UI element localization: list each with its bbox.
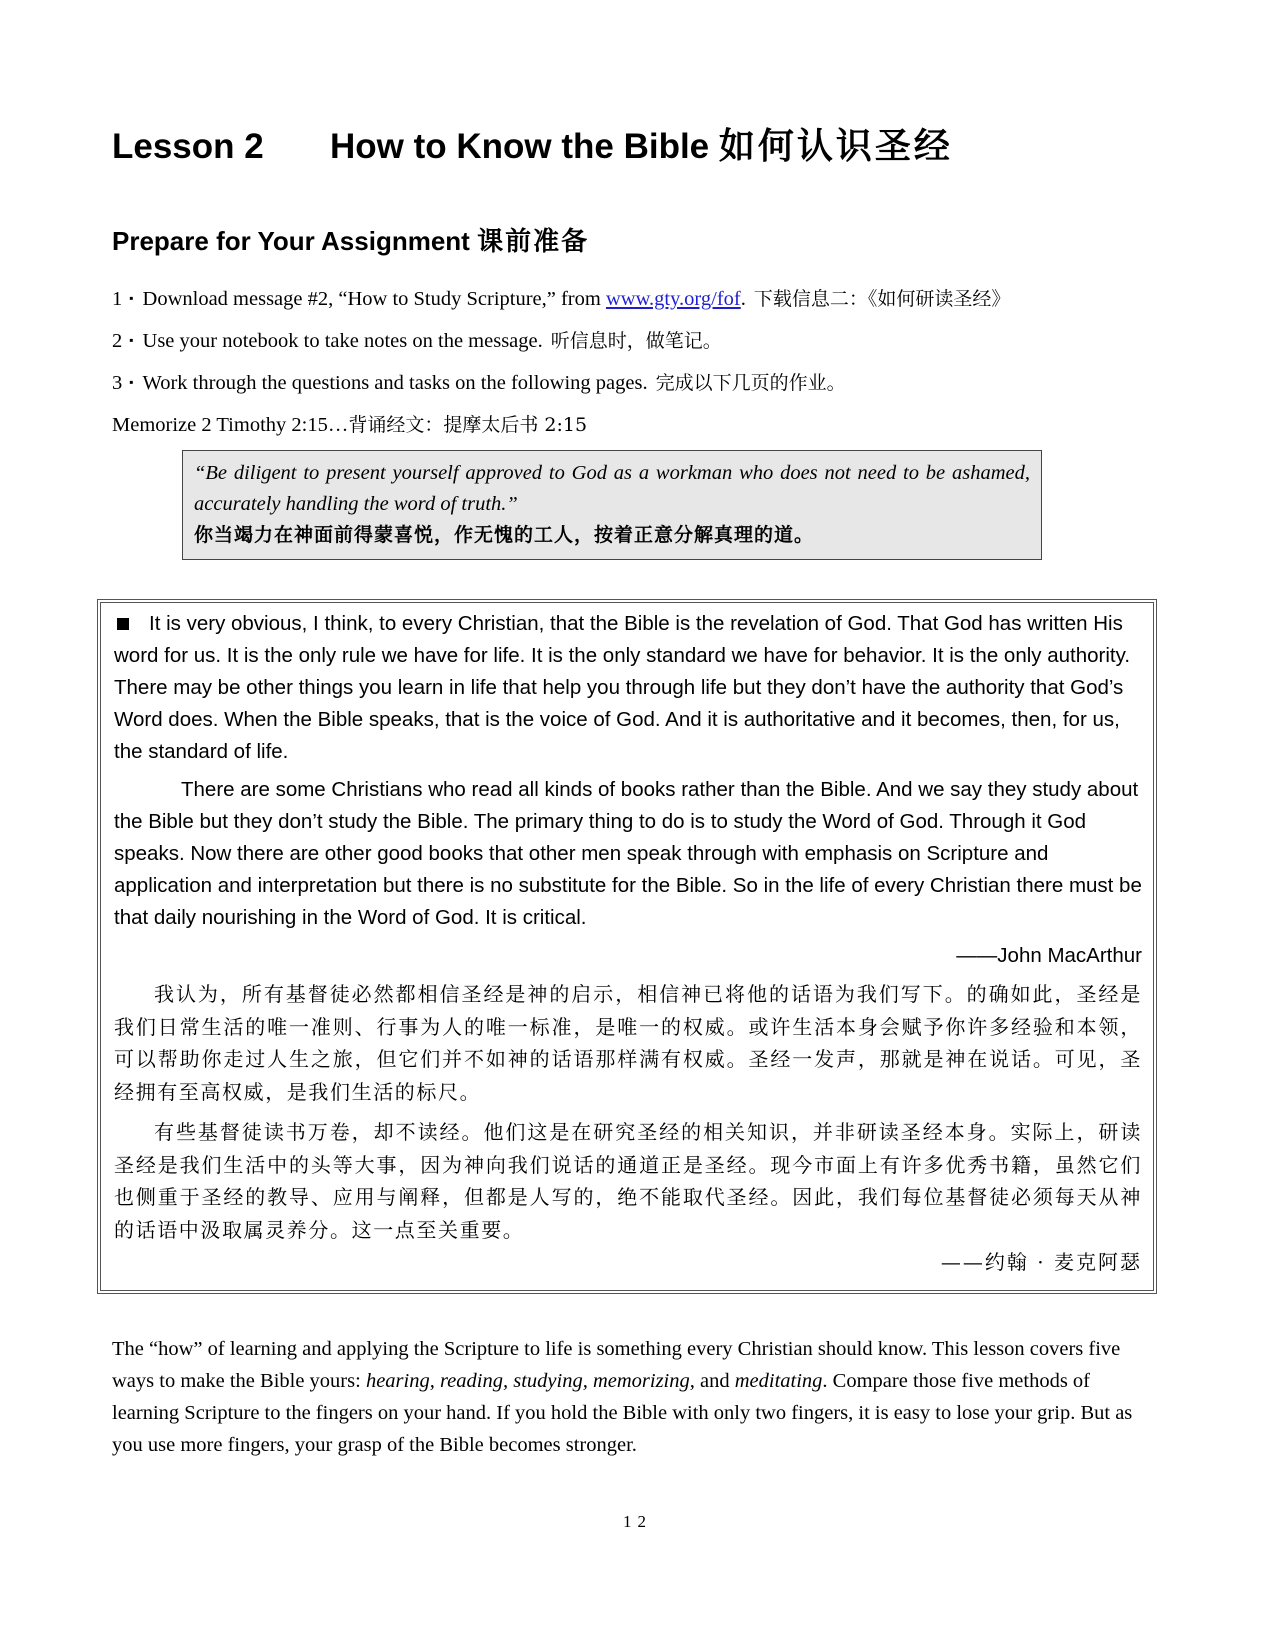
step-text: Use your notebook to take notes on the message. (142, 330, 543, 352)
assignment-step-1 (112, 289, 1010, 310)
lesson-title-cn: 如何认识圣经 (718, 125, 953, 167)
step-number: 3 (112, 372, 123, 394)
intro-text-part-2: . Compare those five methods of learning Scripture to the fingers on your hand. If you hold the Bible with only two fingers, it is easy to lose your grip. But as you use more fingers, your grasp of the Bible becomes stronger. (112, 1370, 1133, 1456)
lesson-number: Lesson 2 (112, 127, 264, 166)
memory-verse-cn: 你当竭力在神面前得蒙喜悦，作无愧的工人，按着正意分解真理的道。 (194, 524, 815, 546)
memorize-text-en: Memorize 2 Timothy 2:15… (112, 414, 349, 436)
lesson-title-en: How to Know the Bible (330, 127, 710, 166)
gty-fof-link[interactable]: www.gty.org/fof (605, 288, 741, 310)
lesson-title (112, 125, 953, 167)
quote-cn-paragraph-2: 有些基督徒读书万卷，却不读经。他们这是在研究圣经的相关知识，并非研读圣经本身。实际上，研读圣经是我们生活中的头等大事，因为神向我们说话的通道正是圣经。现今市面上有许多优秀书籍，虽然它们也侧重于圣经的教导、应用与阐释，但都是人写的，绝不能取代圣经。因此，我们每位基督徒必须每天从神的话语中汲取属灵养分。这一点至关重要。 (114, 1120, 1142, 1242)
lesson-intro-paragraph (112, 1333, 1142, 1461)
quote-en-paragraph-2: There are some Christians who read all kinds of books rather than the Bible. And we say they study about the Bible but they don’t study the Bible. The primary thing to do is to study the Word of God. Through it God speaks. Now there are other good books that other men speak through with emphasis on Scripture and application and interpretation but there is no substitute for the Bible. So in the life of every Christian there must be that daily nourishing in the Word of God. It is critical. (114, 778, 1142, 929)
square-bullet-icon (117, 618, 129, 630)
step-text-cn: 听信息时，做笔记。 (550, 330, 722, 352)
page-number: 12 (623, 1512, 652, 1531)
quote-en-p1-text: It is very obvious, I think, to every Christian, that the Bible is the revelation of God. That God has written His word for us. It is the only rule we have for life. It is the only standard we have for behavior. It is the only authority. There may be other things you learn in life that help you through life but they don’t have the authority that God’s Word does. When the Bible speaks, that is the voice of God. And it is authoritative and it becomes, then, for us, the standard of life. (114, 612, 1131, 763)
memorize-line (112, 415, 587, 436)
bullet-icon: ▪ (129, 333, 134, 348)
memory-verse-en: “Be diligent to present yourself approved to God as a workman who does not need to be ashamed, accurately handling the word of truth.” (194, 462, 1030, 515)
assignment-step-2 (112, 331, 722, 352)
bullet-icon: ▪ (129, 291, 134, 306)
step-number: 1 (112, 288, 123, 310)
intro-text-part-1: The “how” of learning and applying the Scripture to life is something every Christian should know. This lesson covers five ways to make the Bible yours: (112, 1338, 1121, 1392)
quote-attribution-en: ——John MacArthur (956, 944, 1142, 967)
macarthur-quote-box (97, 599, 1157, 1294)
step-text-before-link: Download message #2, “How to Study Scripture,” from (142, 288, 606, 310)
step-text-cn: 下载信息二：《如何研读圣经》 (753, 288, 1011, 310)
quote-attribution-cn: ——约翰 · 麦克阿瑟 (940, 1250, 1142, 1274)
step-text: Work through the questions and tasks on the following pages. (142, 372, 648, 394)
step-text-after-link: . (740, 288, 746, 310)
quote-en-paragraph-1 (114, 608, 1142, 768)
memorize-text-cn: 背诵经文：提摩太后书 2:15 (348, 414, 588, 436)
prepare-heading-en: Prepare for Your Assignment (112, 226, 470, 256)
intro-methods-italic: hearing, reading, studying, memorizing, (365, 1370, 695, 1392)
prepare-heading (112, 228, 589, 255)
step-text-cn: 完成以下几页的作业。 (655, 372, 846, 394)
memory-verse-box (182, 450, 1042, 560)
prepare-heading-cn: 课前准备 (477, 227, 590, 257)
bullet-icon: ▪ (129, 375, 134, 390)
intro-last-method-italic: meditating (734, 1370, 823, 1392)
assignment-step-3 (112, 373, 846, 394)
intro-text-and: and (694, 1370, 735, 1392)
quote-inner-frame (100, 602, 1154, 1291)
step-number: 2 (112, 330, 123, 352)
quote-cn-paragraph-1: 我认为，所有基督徒必然都相信圣经是神的启示，相信神已将他的话语为我们写下。的确如此，圣经是我们日常生活的唯一准则、行事为人的唯一标准，是唯一的权威。或许生活本身会赋予你许多经验和本领，可以帮助你走过人生之旅，但它们并不如神的话语那样满有权威。圣经一发声，那就是神在说话。可见，圣经拥有至高权威，是我们生活的标尺。 (114, 982, 1142, 1104)
